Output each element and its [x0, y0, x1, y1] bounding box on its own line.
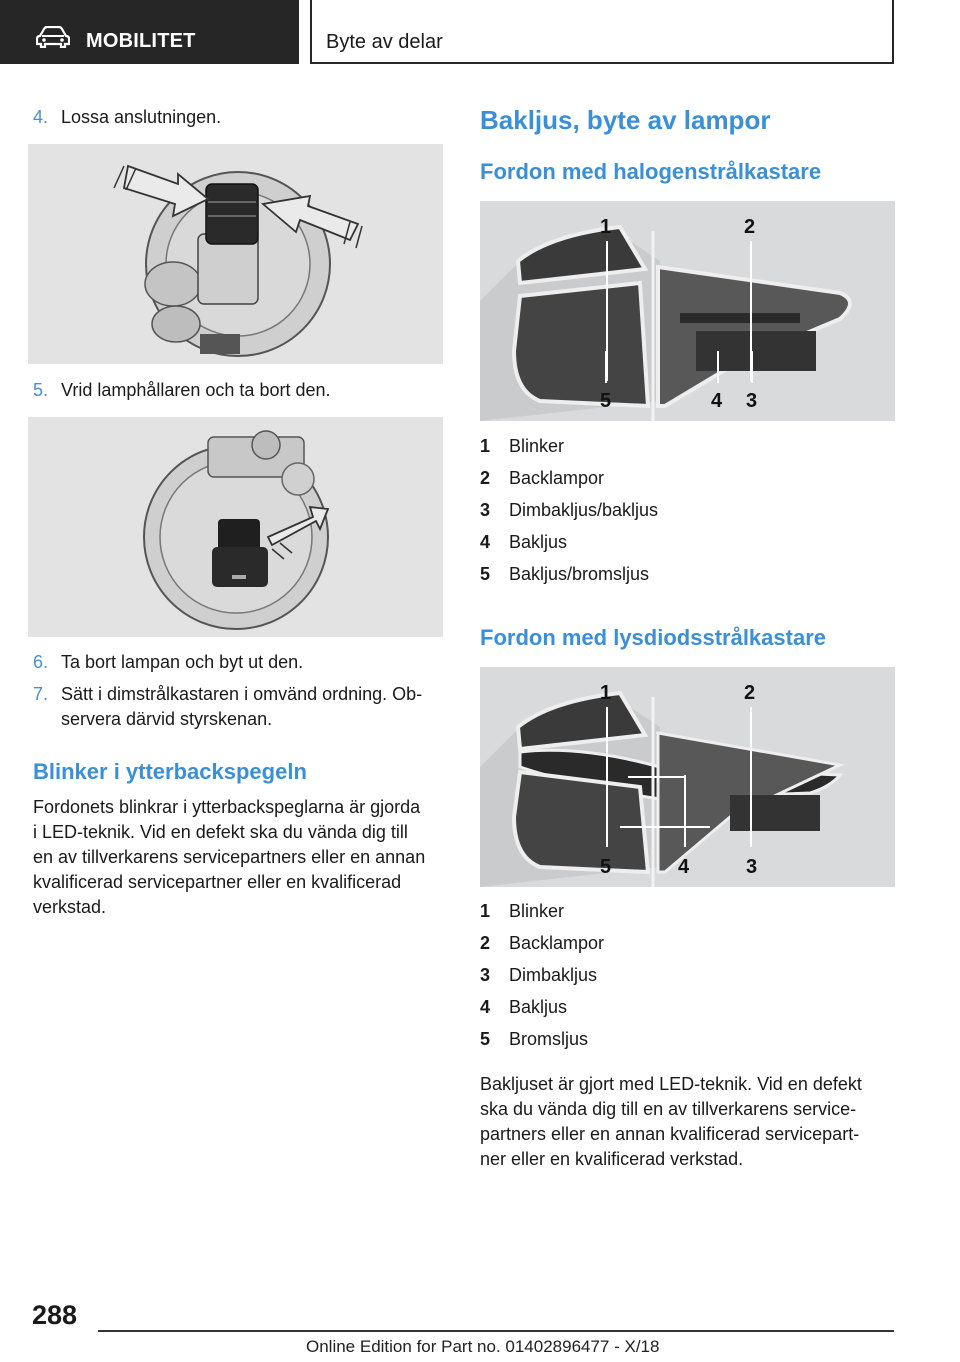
step-text: Vrid lamphållaren och ta bort den. — [61, 380, 331, 400]
footer-divider — [98, 1330, 894, 1332]
step-text: Lossa anslutningen. — [61, 107, 222, 127]
legend-label: Bakljus/bromsljus — [509, 564, 650, 584]
mirror-line-5: verkstad. — [33, 897, 107, 917]
mirror-line-1: Fordonets blinkrar i ytterbackspeglarna är gjorda — [33, 797, 421, 817]
legend-label: Bakljus — [509, 997, 568, 1017]
halogen-heading: Fordon med halogenstrålkastare — [480, 159, 822, 184]
rear-note-line-2: ska du vända dig till en av tillverkarens service- — [480, 1099, 857, 1119]
chapter-tab[interactable] — [0, 0, 299, 64]
footer-edition: Online Edition for Part no. 01402896477 - X/18 — [306, 1337, 660, 1356]
page-number: 288 — [32, 1300, 78, 1330]
step-text: Ta bort lampan och byt ut den. — [61, 652, 304, 672]
section-title: Byte av delar — [326, 31, 443, 53]
callout-5: 5 — [600, 856, 612, 878]
mirror-line-2: i LED-teknik. Vid en defekt ska du vända dig till — [33, 822, 408, 842]
legend-number: 3 — [480, 965, 491, 985]
callout-4: 4 — [711, 390, 723, 412]
callout-3: 3 — [746, 856, 758, 878]
figure-halogen-taillight — [480, 201, 895, 421]
led-heading: Fordon med lysdiodsstrålkastare — [480, 625, 826, 650]
mirror-heading: Blinker i ytterbackspegeln — [33, 759, 307, 784]
figure-disconnect-connector — [28, 144, 443, 364]
figure-led-taillight — [480, 667, 895, 887]
legend-number: 5 — [480, 564, 491, 584]
callout-1: 1 — [600, 682, 612, 704]
step-number: 6. — [33, 652, 49, 672]
car-icon — [36, 26, 70, 48]
legend-number: 4 — [480, 532, 491, 552]
figure-turn-lamp-holder — [28, 417, 443, 637]
legend-number: 2 — [480, 468, 491, 488]
legend-label: Dimbakljus/bakljus — [509, 500, 659, 520]
callout-5: 5 — [600, 390, 612, 412]
mirror-line-3: en av tillverkarens servicepartners eller en annan — [33, 847, 426, 867]
legend-label: Blinker — [509, 436, 565, 456]
legend-number: 2 — [480, 933, 491, 953]
callout-4: 4 — [678, 856, 690, 878]
legend-number: 3 — [480, 500, 491, 520]
legend-label: Backlampor — [509, 468, 605, 488]
legend-label: Bakljus — [509, 532, 568, 552]
step-number: 4. — [33, 107, 49, 127]
step-number: 7. — [33, 684, 49, 704]
rear-note-line-3: partners eller en annan kvalificerad servicepart- — [480, 1124, 860, 1144]
legend-number: 4 — [480, 997, 491, 1017]
rear-heading: Bakljus, byte av lampor — [480, 105, 771, 135]
callout-2: 2 — [744, 216, 756, 238]
legend-label: Backlampor — [509, 933, 605, 953]
callout-2: 2 — [744, 682, 756, 704]
mirror-line-4: kvalificerad servicepartner eller en kvalificerad — [33, 872, 402, 892]
rear-note-line-4: ner eller en kvalificerad verkstad. — [480, 1149, 744, 1169]
legend-number: 5 — [480, 1029, 491, 1049]
step-text: servera därvid styrskenan. — [61, 709, 273, 729]
callout-3: 3 — [746, 390, 758, 412]
chapter-title: MOBILITET — [86, 30, 196, 52]
rear-note-line-1: Bakljuset är gjort med LED-teknik. Vid en defekt — [480, 1074, 862, 1094]
legend-label: Blinker — [509, 901, 565, 921]
step-number: 5. — [33, 380, 49, 400]
legend-label: Dimbakljus — [509, 965, 598, 985]
step-text: Sätt i dimstrålkastaren i omvänd ordning. Ob- — [61, 684, 423, 704]
legend-number: 1 — [480, 436, 491, 456]
legend-label: Bromsljus — [509, 1029, 589, 1049]
legend-number: 1 — [480, 901, 491, 921]
callout-1: 1 — [600, 216, 612, 238]
